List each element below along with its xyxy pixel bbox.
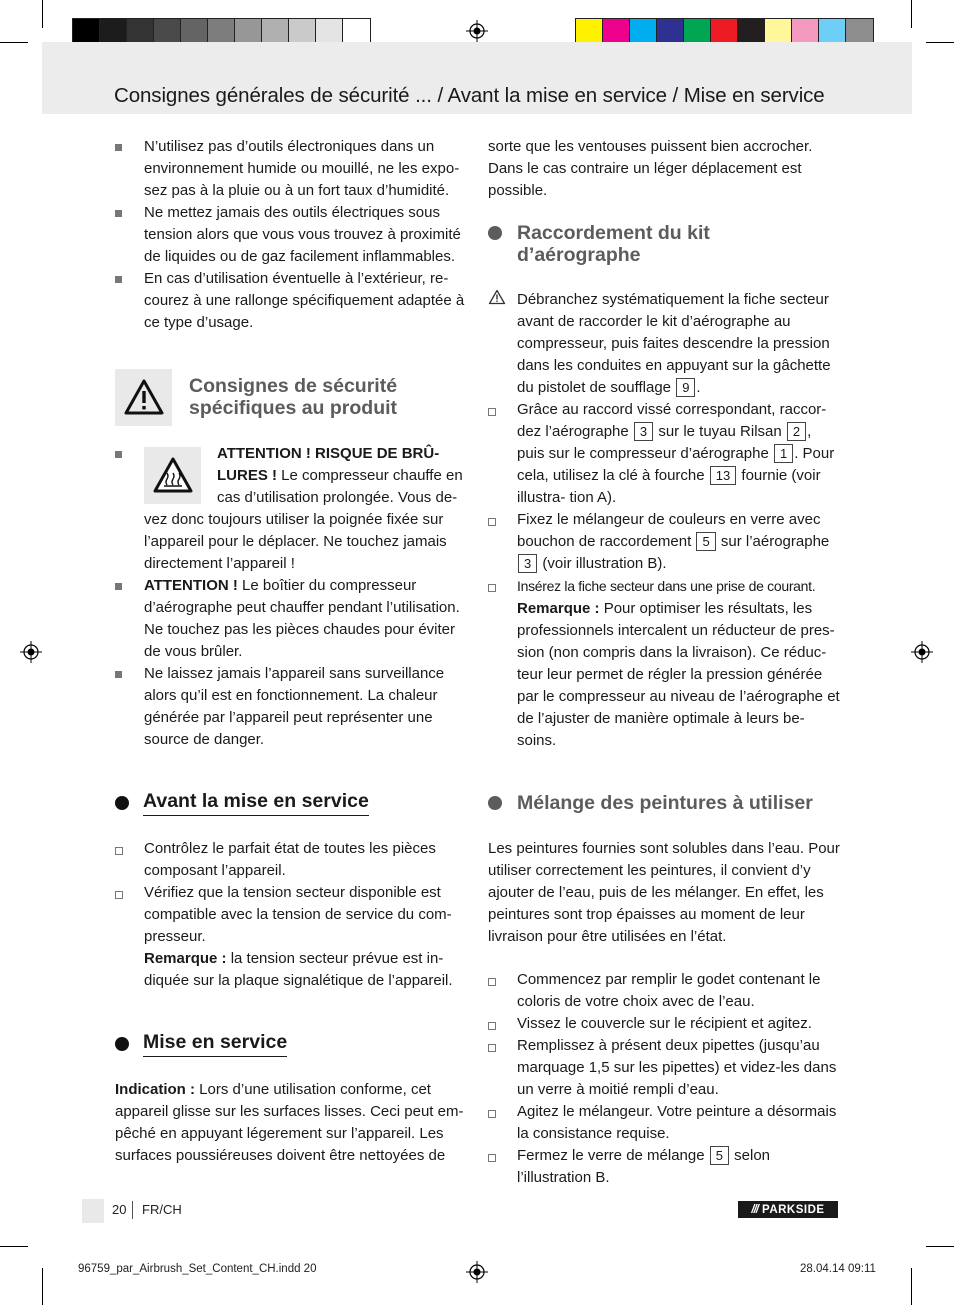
- list-item: Vissez le couvercle sur le récipient et agitez.: [488, 1013, 840, 1035]
- heading-bullet-icon: [115, 796, 129, 810]
- page-title: Consignes générales de sécurité ... / Avant la mise en service / Mise en service: [114, 84, 825, 107]
- checkbox-bullet-icon: [488, 584, 496, 592]
- page-number-box: [82, 1199, 104, 1223]
- heading-bullet-icon: [488, 226, 502, 240]
- list-item: Fermez le verre de mélange 5 selon l’illustration B.: [488, 1145, 840, 1189]
- raccord-list: [488, 289, 840, 752]
- list-item: Commencez par remplir le godet contenant le coloris de votre choix avec de l’eau.: [488, 969, 840, 1013]
- checkbox-bullet-icon: [488, 1022, 496, 1030]
- melange-heading: Mélange des peintures à utiliser: [517, 792, 813, 814]
- part-ref: 2: [787, 422, 806, 441]
- left-column: [115, 136, 467, 334]
- checkbox-bullet-icon: [488, 1154, 496, 1162]
- list-item: ATTENTION ! Le boîtier du compresseur d’aérographe peut chauffer pendant l’utilisation. Ne touchez pas les pièces chaudes pour éviter de vous brûler.: [115, 575, 467, 663]
- list-item: Remplissez à présent deux pipettes (jusqu’au marquage 1,5 sur les pipettes) et videz-les dans un verre à moitié rempli d’eau.: [488, 1035, 840, 1101]
- slug-date: 28.04.14 09:11: [800, 1263, 876, 1275]
- registration-mark-icon: [466, 1261, 488, 1283]
- part-ref: 3: [518, 554, 537, 573]
- checkbox-bullet-icon: [115, 847, 123, 855]
- bullet-square-icon: [115, 210, 122, 217]
- checkbox-bullet-icon: [488, 518, 496, 526]
- part-ref: 9: [676, 378, 695, 397]
- checkbox-bullet-icon: [488, 1044, 496, 1052]
- logo-slashes-icon: ///: [751, 1203, 758, 1216]
- crop-mark: [911, 1268, 912, 1305]
- brand-logo: /// PARKSIDE: [738, 1201, 838, 1218]
- warning-box: [115, 369, 172, 426]
- part-ref: 13: [710, 466, 736, 485]
- indication-paragraph: Indication : Lors d’une utilisation conforme, cet appareil glisse sur les surfaces lisses. Ceci peut em- pêché en appuyant légerement sur l’appareil. Les surfaces poussiéreuses doivent être nettoyées de: [115, 1081, 464, 1164]
- hot-surface-icon: [152, 456, 194, 494]
- crop-mark: [926, 42, 954, 43]
- crop-mark: [42, 1268, 43, 1305]
- part-ref: 5: [710, 1146, 729, 1165]
- list-item: Insérez la fiche secteur dans une prise de courant. Remarque : Pour optimiser les résultats, les professionnels intercalent un réducteur de pres- sion (non compris dans la livraison). Ce réduc- teur leur permet de régler la pression générée par le compresseur au niveau de l’aérographe et de l’ajuster de manière optimale à leurs be- soins.: [488, 575, 840, 752]
- raccord-heading: Raccordement du kit d’aérographe: [517, 222, 710, 266]
- list-item: En cas d’utilisation éventuelle à l’extérieur, re- courez à une rallonge spécifiquement adaptée à ce type d’usage.: [115, 268, 467, 334]
- bullet-square-icon: [115, 583, 122, 590]
- list-item: Ne mettez jamais des outils électriques sous tension alors que vous vous trouvez à proximité de liquides ou de gaz facilement inflammables.: [115, 202, 467, 268]
- footer-divider: [132, 1201, 133, 1219]
- melange-intro: Les peintures fournies sont solubles dans l’eau. Pour utiliser correctement les peintures, il convient d’y ajouter de l’eau, puis de les mélanger. En effet, les peintures sont trop épaisses au moment de leur livraison pour être utilisées en l’état.: [488, 840, 840, 945]
- avant-list: Contrôlez le parfait état de toutes les pièces composant l’appareil. Vérifiez que la tension secteur disponible est compatible avec la tension de service du com- presseur. Remarque : la tension secteur prévue est in- diquée sur la plaque signalétique de l’appareil.: [115, 838, 467, 992]
- crop-mark: [0, 1246, 28, 1247]
- crop-mark: [42, 0, 43, 28]
- bullet-square-icon: [115, 144, 122, 151]
- checkbox-bullet-icon: [115, 891, 123, 899]
- list-item: N’utilisez pas d’outils électroniques dans un environnement humide ou mouillé, ne les expo- sez pas à la pluie ou à un fort taux d’humidité.: [115, 136, 467, 202]
- checkbox-bullet-icon: [488, 978, 496, 986]
- hot-surface-box: [144, 447, 201, 504]
- checkbox-bullet-icon: [488, 1110, 496, 1118]
- registration-mark-icon: [20, 641, 42, 663]
- part-ref: 3: [634, 422, 653, 441]
- warning-triangle-icon: [488, 289, 506, 305]
- crop-mark: [926, 1246, 954, 1247]
- heading-bullet-icon: [488, 796, 502, 810]
- list-item: Débranchez systématiquement la fiche secteur avant de raccorder le kit d’aérographe au compresseur, puis faites descendre la pression dans les conduites en appuyant sur la gâchette du pistolet de soufflage 9 .: [488, 289, 840, 399]
- bullet-square-icon: [115, 671, 122, 678]
- language-code: FR/CH: [142, 1202, 182, 1217]
- list-item: Fixez le mélangeur de couleurs en verre avec bouchon de raccordement 5 sur l’aérographe 3 (voir illustration B).: [488, 509, 840, 575]
- list-item: Ne laissez jamais l’appareil sans surveillance alors qu’il est en fonctionnement. La chaleur générée par l’appareil peut représenter une source de danger.: [115, 663, 467, 751]
- safety-heading: Consignes de sécurité spécifiques au produit: [189, 375, 398, 419]
- list-item: Vérifiez que la tension secteur disponible est compatible avec la tension de service du com- presseur.: [115, 882, 467, 948]
- bullet-square-icon: [115, 276, 122, 283]
- avant-heading: Avant la mise en service: [143, 790, 369, 816]
- list-item: Grâce au raccord vissé correspondant, raccor- dez l’aérographe 3 sur le tuyau Rilsan 2 , puis sur le compresseur d’aérographe 1 . Pour cela, utilisez la clé à fourche 13 fournie (voir illustra- tion A).: [488, 399, 840, 509]
- attention-block-2: [115, 575, 467, 751]
- part-ref: 5: [696, 532, 715, 551]
- slug-filename: 96759_par_Airbrush_Set_Content_CH.indd 20: [78, 1263, 317, 1275]
- list-item: Contrôlez le parfait état de toutes les pièces composant l’appareil.: [115, 838, 467, 882]
- warning-triangle-icon: [123, 378, 165, 416]
- part-ref: 1: [774, 444, 793, 463]
- crop-mark: [911, 0, 912, 28]
- melange-list: [488, 969, 840, 1189]
- right-continuation: sorte que les ventouses puissent bien accrocher. Dans le cas contraire un léger déplacement est possible.: [488, 138, 813, 199]
- mise-heading: Mise en service: [143, 1031, 287, 1057]
- bullet-square-icon: [115, 451, 122, 458]
- registration-mark-icon: [466, 20, 488, 42]
- checkbox-bullet-icon: [488, 408, 496, 416]
- heading-bullet-icon: [115, 1037, 129, 1051]
- page-number: 20: [112, 1202, 127, 1217]
- crop-mark: [0, 42, 28, 43]
- list-item: Agitez le mélangeur. Votre peinture a désormais la consistance requise.: [488, 1101, 840, 1145]
- registration-mark-icon: [911, 641, 933, 663]
